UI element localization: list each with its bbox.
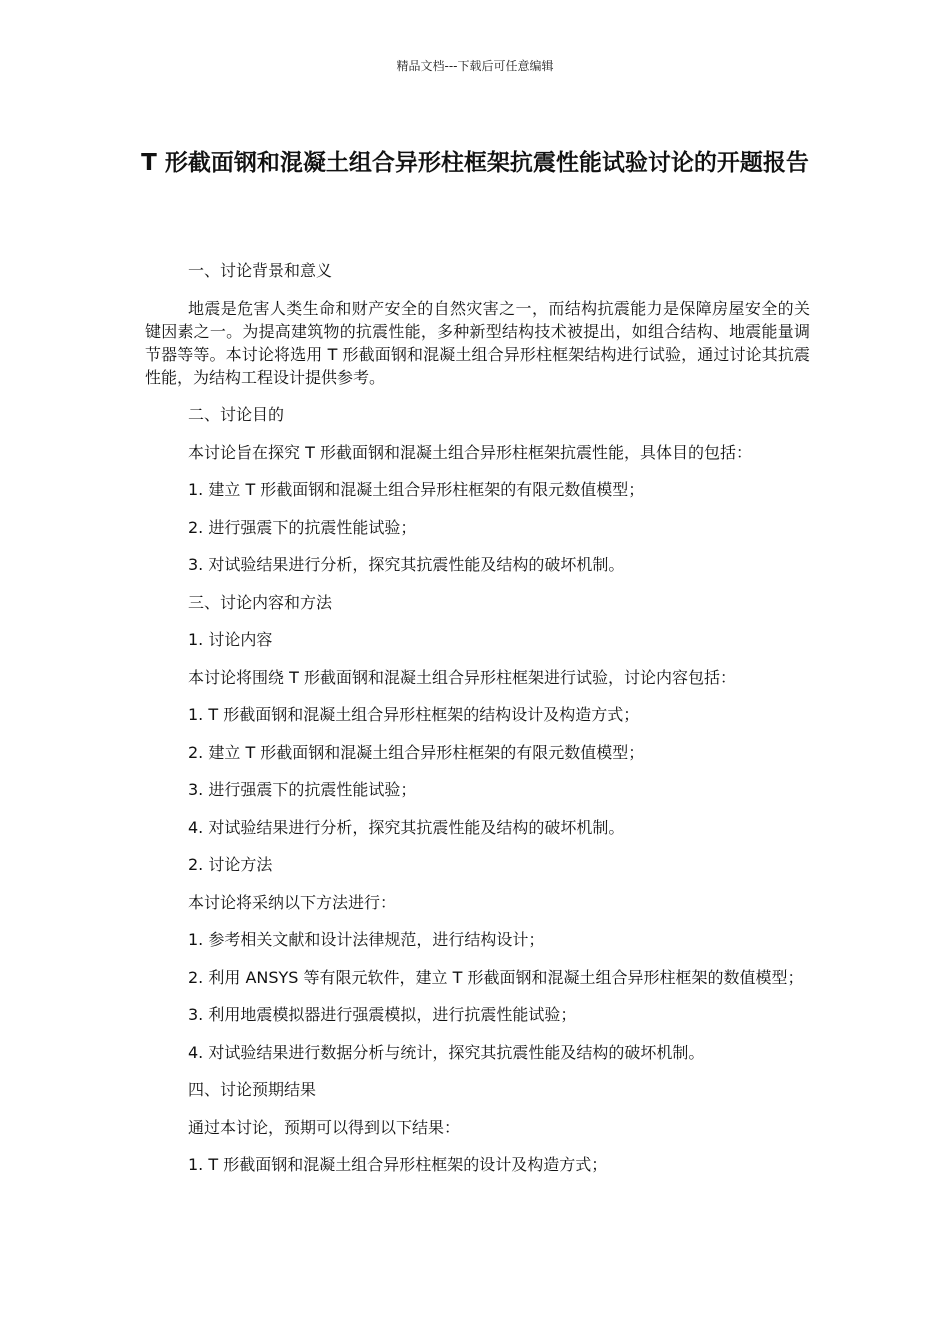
header-note: 精品文档---下载后可任意编辑 [396,59,554,73]
paragraph: 通过本讨论，预期可以得到以下结果： [188,1117,461,1137]
paragraph: 本讨论将围绕 T 形截面钢和混凝土组合异形柱框架进行试验，讨论内容包括： [188,667,736,687]
list-item: 1. 建立 T 形截面钢和混凝土组合异形柱框架的有限元数值模型； [188,480,645,499]
list-item: 3. 利用地震模拟器进行强震模拟，进行抗震性能试验； [188,1005,577,1024]
document-body [145,259,810,1191]
section-heading: 四、讨论预期结果 [188,1080,317,1099]
list-item: 2. 建立 T 形截面钢和混凝土组合异形柱框架的有限元数值模型； [188,742,645,762]
document-title: T 形截面钢和混凝土组合异形柱框架抗震性能试验讨论的开题报告 [141,150,809,176]
list-item: 2. 进行强震下的抗震性能试验； [188,517,417,537]
list-item: 1. T 形截面钢和混凝土组合异形柱框架的结构设计及构造方式； [188,705,640,724]
list-item: 3. 对试验结果进行分析，探究其抗震性能及结构的破坏机制。 [188,555,625,574]
paragraph: 本讨论旨在探究 T 形截面钢和混凝土组合异形柱框架抗震性能，具体目的包括： [188,442,752,462]
paragraph: 地震是危害人类生命和财产安全的自然灾害之一，而结构抗震能力是保障房屋安全的关键因素之一。为提高建筑物的抗震性能，多种新型结构技术被提出，如组合结构、地震能量调节器等等。本讨论将选用 T 形截面钢和混凝土组合异形柱框架结构进行试验，通过讨论其抗震性能，为结构工程设计提供参考。 [145,298,810,387]
subsection-heading: 2. 讨论方法 [188,855,273,874]
list-item: 4. 对试验结果进行分析，探究其抗震性能及结构的破坏机制。 [188,817,625,837]
section-heading: 三、讨论内容和方法 [188,592,333,612]
list-item: 4. 对试验结果进行数据分析与统计，探究其抗震性能及结构的破坏机制。 [188,1042,705,1062]
paragraph: 本讨论将采纳以下方法进行： [188,892,397,912]
list-item: 1. 参考相关文献和设计法律规范，进行结构设计； [188,930,545,949]
section-heading: 一、讨论背景和意义 [188,261,333,280]
list-item: 3. 进行强震下的抗震性能试验； [188,780,417,799]
list-item: 2. 利用 ANSYS 等有限元软件，建立 T 形截面钢和混凝土组合异形柱框架的数值模型； [188,967,804,987]
subsection-heading: 1. 讨论内容 [188,630,273,649]
list-item: 1. T 形截面钢和混凝土组合异形柱框架的设计及构造方式； [188,1155,608,1174]
section-heading: 二、讨论目的 [188,405,285,424]
